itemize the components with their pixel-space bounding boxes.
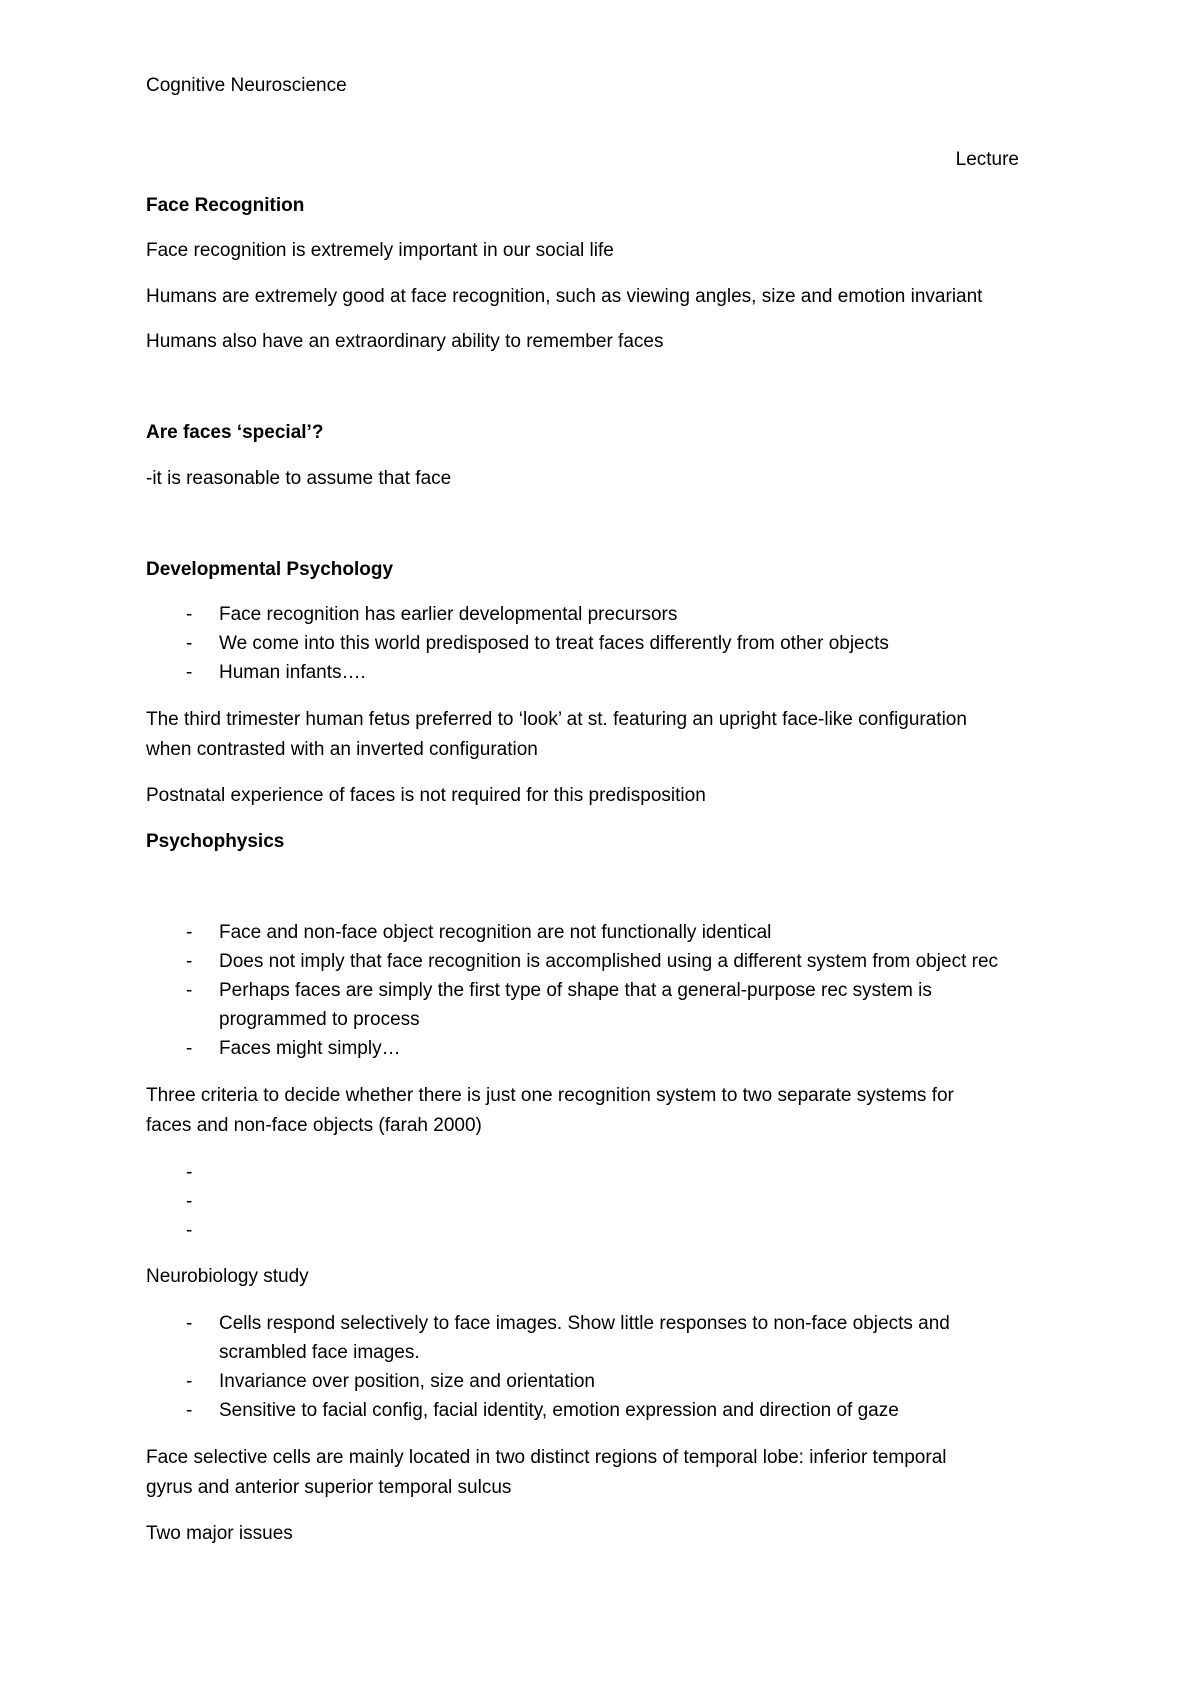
- list-item: Face recognition has earlier developmental precursors: [219, 604, 678, 625]
- bullet-dash: -: [186, 1038, 193, 1059]
- list-item: Perhaps faces are simply the first type of shape that a general-purpose rec system is: [219, 980, 932, 1001]
- heading-face-recognition: Face Recognition: [146, 195, 305, 216]
- list-item: Face and non-face object recognition are not functionally identical: [219, 922, 772, 943]
- paragraph: Face recognition is extremely important in our social life: [146, 240, 614, 261]
- bullet-dash: -: [186, 1191, 193, 1212]
- bullet-dash: -: [186, 1371, 193, 1392]
- paragraph: Humans also have an extraordinary ability to remember faces: [146, 331, 664, 352]
- heading-neurobiology-study: Neurobiology study: [146, 1266, 309, 1287]
- list-item: Human infants….: [219, 662, 366, 683]
- list-item: Invariance over position, size and orientation: [219, 1371, 596, 1392]
- heading-psychophysics: Psychophysics: [146, 831, 285, 852]
- bullet-dash: -: [186, 1400, 193, 1421]
- paragraph: -it is reasonable to assume that face: [146, 468, 452, 489]
- paragraph: Postnatal experience of faces is not required for this predisposition: [146, 785, 706, 806]
- course-title: Cognitive Neuroscience: [146, 75, 347, 96]
- list-item-continuation: scrambled face images.: [219, 1342, 420, 1363]
- bullet-dash: -: [186, 922, 193, 943]
- heading-are-faces-special: Are faces ‘special’?: [146, 422, 324, 443]
- paragraph: when contrasted with an inverted configuration: [146, 739, 538, 760]
- paragraph: Two major issues: [146, 1523, 293, 1544]
- list-item: We come into this world predisposed to treat faces differently from other objects: [219, 633, 889, 654]
- list-item-continuation: programmed to process: [219, 1009, 420, 1030]
- list-item: Sensitive to facial config, facial identity, emotion expression and direction of gaze: [219, 1400, 899, 1421]
- lecture-label: Lecture: [955, 149, 1019, 170]
- paragraph: Three criteria to decide whether there is just one recognition system to two separate systems for: [146, 1085, 954, 1106]
- paragraph: faces and non-face objects (farah 2000): [146, 1115, 482, 1136]
- paragraph: gyrus and anterior superior temporal sulcus: [146, 1477, 512, 1498]
- list-item: Cells respond selectively to face images. Show little responses to non-face objects and: [219, 1313, 950, 1334]
- bullet-dash: -: [186, 980, 193, 1001]
- paragraph: The third trimester human fetus preferred to ‘look’ at st. featuring an upright face-like configuration: [146, 709, 967, 730]
- bullet-dash: -: [186, 1313, 193, 1334]
- bullet-dash: -: [186, 604, 193, 625]
- list-item: Does not imply that face recognition is accomplished using a different system from object rec: [219, 951, 999, 972]
- list-item: Faces might simply…: [219, 1038, 401, 1059]
- heading-developmental-psychology: Developmental Psychology: [146, 559, 394, 580]
- bullet-dash: -: [186, 662, 193, 683]
- paragraph: Humans are extremely good at face recognition, such as viewing angles, size and emotion invariant: [146, 286, 983, 307]
- bullet-dash: -: [186, 951, 193, 972]
- bullet-dash: -: [186, 1220, 193, 1241]
- bullet-dash: -: [186, 633, 193, 654]
- bullet-dash: -: [186, 1162, 193, 1183]
- paragraph: Face selective cells are mainly located in two distinct regions of temporal lobe: inferior temporal: [146, 1447, 947, 1468]
